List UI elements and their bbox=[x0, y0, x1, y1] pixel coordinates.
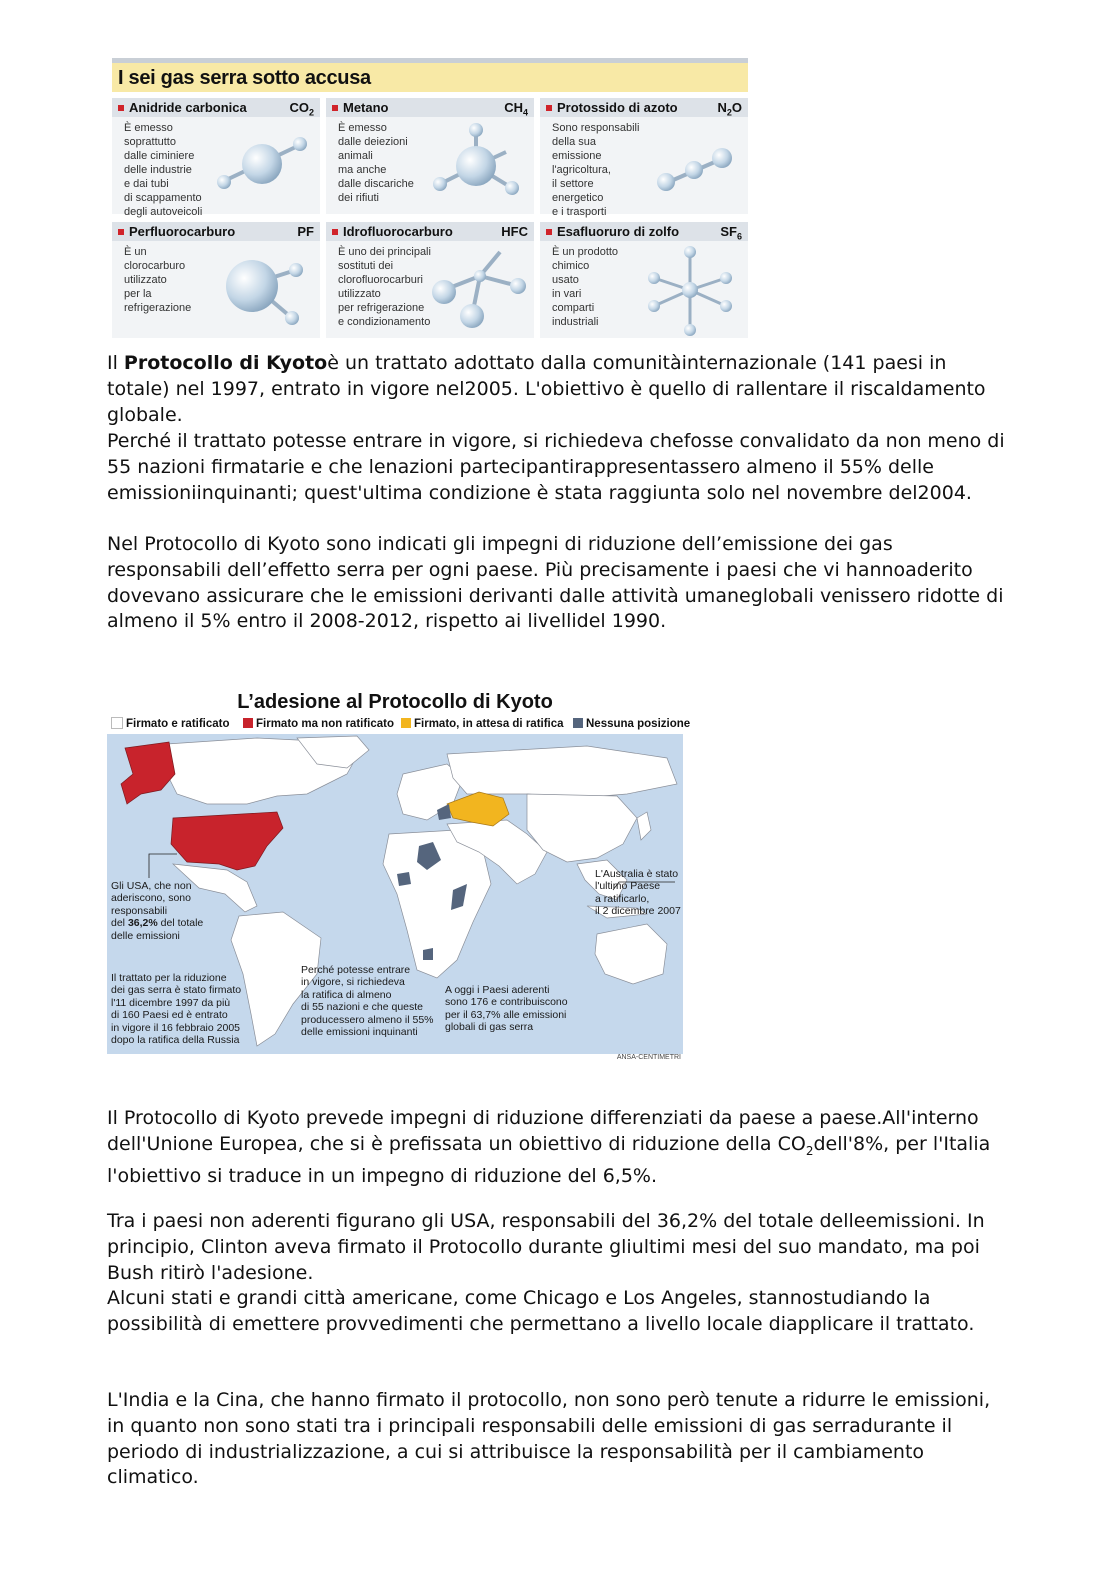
gas-card-ch4 bbox=[326, 98, 534, 214]
note-treaty-signed: Il trattato per la riduzione dei gas serra è stato firmato l'11 dicembre 1997 da più di 160 Paesi ed è entrato in vigore il 16 febbraio 2005 dopo la ratifica della Russia bbox=[111, 972, 242, 1047]
gas-name: Perfluorocarburo bbox=[129, 224, 236, 239]
gas-card-co2 bbox=[112, 98, 320, 218]
gas-name: Metano bbox=[343, 100, 389, 115]
paragraph-differentiated-commitments: Il Protocollo di Kyoto prevede impegni di riduzione differenziati da paese a paese.All'interno dell'Unione Europea, che si è prefissata un obiettivo di riduzione della $CO_2dell'8\%$, per l'Italia l'obiettivo si traduce in un impegno di riduzione del 6,5%. bbox=[107, 1107, 991, 1188]
bullet-icon bbox=[118, 105, 124, 111]
legend-item: Firmato e ratificato bbox=[111, 716, 230, 732]
sf6-molecule-icon bbox=[640, 246, 740, 336]
region-kazakhstan bbox=[447, 792, 509, 826]
gas-description: È uno dei principali sostituti dei clorofluorocarburi utilizzato per refrigerazione e condizionamento bbox=[338, 246, 431, 328]
paragraph-india-china: L'India e la Cina, che hanno firmato il protocollo, non sono però tenute a ridurre le emissioni, in quanto non sono stati tra i principali responsabili delle emissioni di gas serradurante il periodo di industrializzazione, a cui si attribuisce la responsabilità per il cambiamento climatico. bbox=[107, 1389, 991, 1489]
legend-swatch-white bbox=[111, 717, 123, 729]
gas-description: Sono responsabili della sua emissione l'agricoltura, il settore energetico e i trasporti bbox=[552, 122, 640, 218]
gas-infographic bbox=[112, 58, 748, 338]
gas-formula: PF bbox=[297, 224, 314, 239]
bullet-icon bbox=[332, 105, 338, 111]
co2-molecule-icon bbox=[212, 122, 312, 210]
gas-description: È emesso soprattutto dalle ciminiere delle industrie e dai tubi di scappamento degli autoveicoli bbox=[124, 122, 203, 218]
bullet-icon bbox=[118, 229, 124, 235]
gas-formula: $SF_6$ bbox=[720, 224, 742, 242]
map-ocean bbox=[107, 734, 683, 1054]
bullet-icon bbox=[546, 229, 552, 235]
gas-name: Idrofluorocarburo bbox=[343, 224, 453, 239]
n2o-molecule-icon bbox=[650, 122, 740, 210]
gas-description: È emesso dalle deiezioni animali ma anche dalle discariche dei rifiuti bbox=[338, 122, 414, 204]
gas-formula: $CH_4$ bbox=[504, 100, 528, 118]
paragraph-entry-conditions: Perché il trattato potesse entrare in vigore, si richiedeva chefosse convalidato da non meno di 55 nazioni firmatarie e che lenazioni partecipantirappresentassero almeno il 55% delle emissioniinquinanti; quest'ultima condizione è stata raggiunta solo nel novembre del2004. bbox=[107, 430, 1005, 504]
paragraph-intro: Il Protocollo di Kyotoè un trattato adottato dalla comunitàinternazionale (141 paesi in totale) nel 1997, entrato in vigore nel2005. L'obiettivo è quello di rallentare il riscaldamento globale. bbox=[107, 352, 986, 426]
gas-infographic-title: I sei gas serra sotto accusa bbox=[112, 58, 748, 92]
legend-item: Firmato, in attesa di ratifica bbox=[401, 716, 564, 732]
region-no-position-2 bbox=[397, 872, 411, 886]
paragraph-us-cities: Alcuni stati e grandi città americane, come Chicago e Los Angeles, stannostudiando la possibilità di emettere provvedimenti che permettano a livello locale diapplicare il trattato. bbox=[107, 1287, 975, 1335]
bullet-icon bbox=[546, 105, 552, 111]
gas-description: È un prodotto chimico usato in vari comparti industriali bbox=[552, 246, 619, 328]
kyoto-adhesion-map bbox=[107, 688, 691, 1066]
note-current-members: A oggi i Paesi aderenti sono 176 e contribuiscono per il 63,7% alle emissioni globali di gas serra bbox=[445, 984, 568, 1034]
map-legend bbox=[107, 716, 691, 734]
gas-card-n2o bbox=[540, 98, 748, 218]
gas-description: È un clorocarburo utilizzato per la refrigerazione bbox=[124, 246, 192, 314]
protocol-name: Protocollo di Kyoto bbox=[123, 352, 328, 374]
map-title: L’adesione al Protocollo di Kyoto bbox=[237, 691, 553, 713]
gas-name: Protossido di azoto bbox=[557, 100, 678, 115]
legend-item: Nessuna posizione bbox=[573, 716, 690, 732]
paragraph-commitments: Nel Protocollo di Kyoto sono indicati gli impegni di riduzione dell’emissione dei gas responsabili dell’effetto serra per ogni paese. Più precisamente i paesi che vi hannoaderito dovevano assicurare che le emissioni derivanti dalle attività umaneglobali venissero ridotte di almeno il 5% entro il 2008-2012, rispetto ai livellidel 1990. bbox=[107, 533, 1004, 633]
gas-formula: HFC bbox=[501, 224, 528, 239]
gas-card-sf6 bbox=[540, 222, 748, 338]
region-japan bbox=[637, 812, 651, 840]
region-australia bbox=[595, 924, 667, 984]
ch4-molecule-icon bbox=[426, 122, 526, 210]
legend-swatch-yellow bbox=[401, 718, 411, 728]
hfc-molecule-icon bbox=[430, 246, 526, 334]
legend-swatch-red bbox=[243, 718, 253, 728]
note-entry-conditions: Perché potesse entrare in vigore, si richiedeva la ratifica di almeno di 55 nazioni e che queste producessero almeno il 55% delle emissioni inquinanti bbox=[301, 964, 434, 1039]
bullet-icon bbox=[332, 229, 338, 235]
gas-formula: $N_2O$ bbox=[717, 100, 742, 118]
gas-name: Esafluoruro di zolfo bbox=[557, 224, 680, 239]
legend-swatch-gray bbox=[573, 718, 583, 728]
gas-name: Anidride carbonica bbox=[129, 100, 247, 115]
map-credit: ANSA-CENTIMETRI bbox=[616, 1054, 681, 1061]
region-usa bbox=[171, 812, 283, 870]
pf-molecule-icon bbox=[212, 246, 312, 334]
note-usa: Gli USA, che non aderiscono, sono responsabili del 36,2% del totale delle emissioni bbox=[111, 880, 204, 942]
region-no-position-5 bbox=[423, 948, 433, 960]
paragraph-usa: Tra i paesi non aderenti figurano gli USA, responsabili del 36,2% del totale delleemissioni. In principio, Clinton aveva firmato il Protocollo durante gliultimi mesi del suo mandato, ma poi Bush ritirò l'adesione. bbox=[107, 1210, 985, 1284]
gas-formula: $CO_2$ bbox=[289, 100, 314, 118]
region-russia bbox=[447, 746, 677, 798]
gas-card-hfc bbox=[326, 222, 534, 338]
gas-card-pf bbox=[112, 222, 320, 338]
legend-item: Firmato ma non ratificato bbox=[243, 716, 394, 732]
region-alaska bbox=[121, 742, 175, 804]
note-australia: L'Australia è stato l'ultimo Paese a ratificarlo, il 2 dicembre 2007 bbox=[595, 868, 681, 918]
